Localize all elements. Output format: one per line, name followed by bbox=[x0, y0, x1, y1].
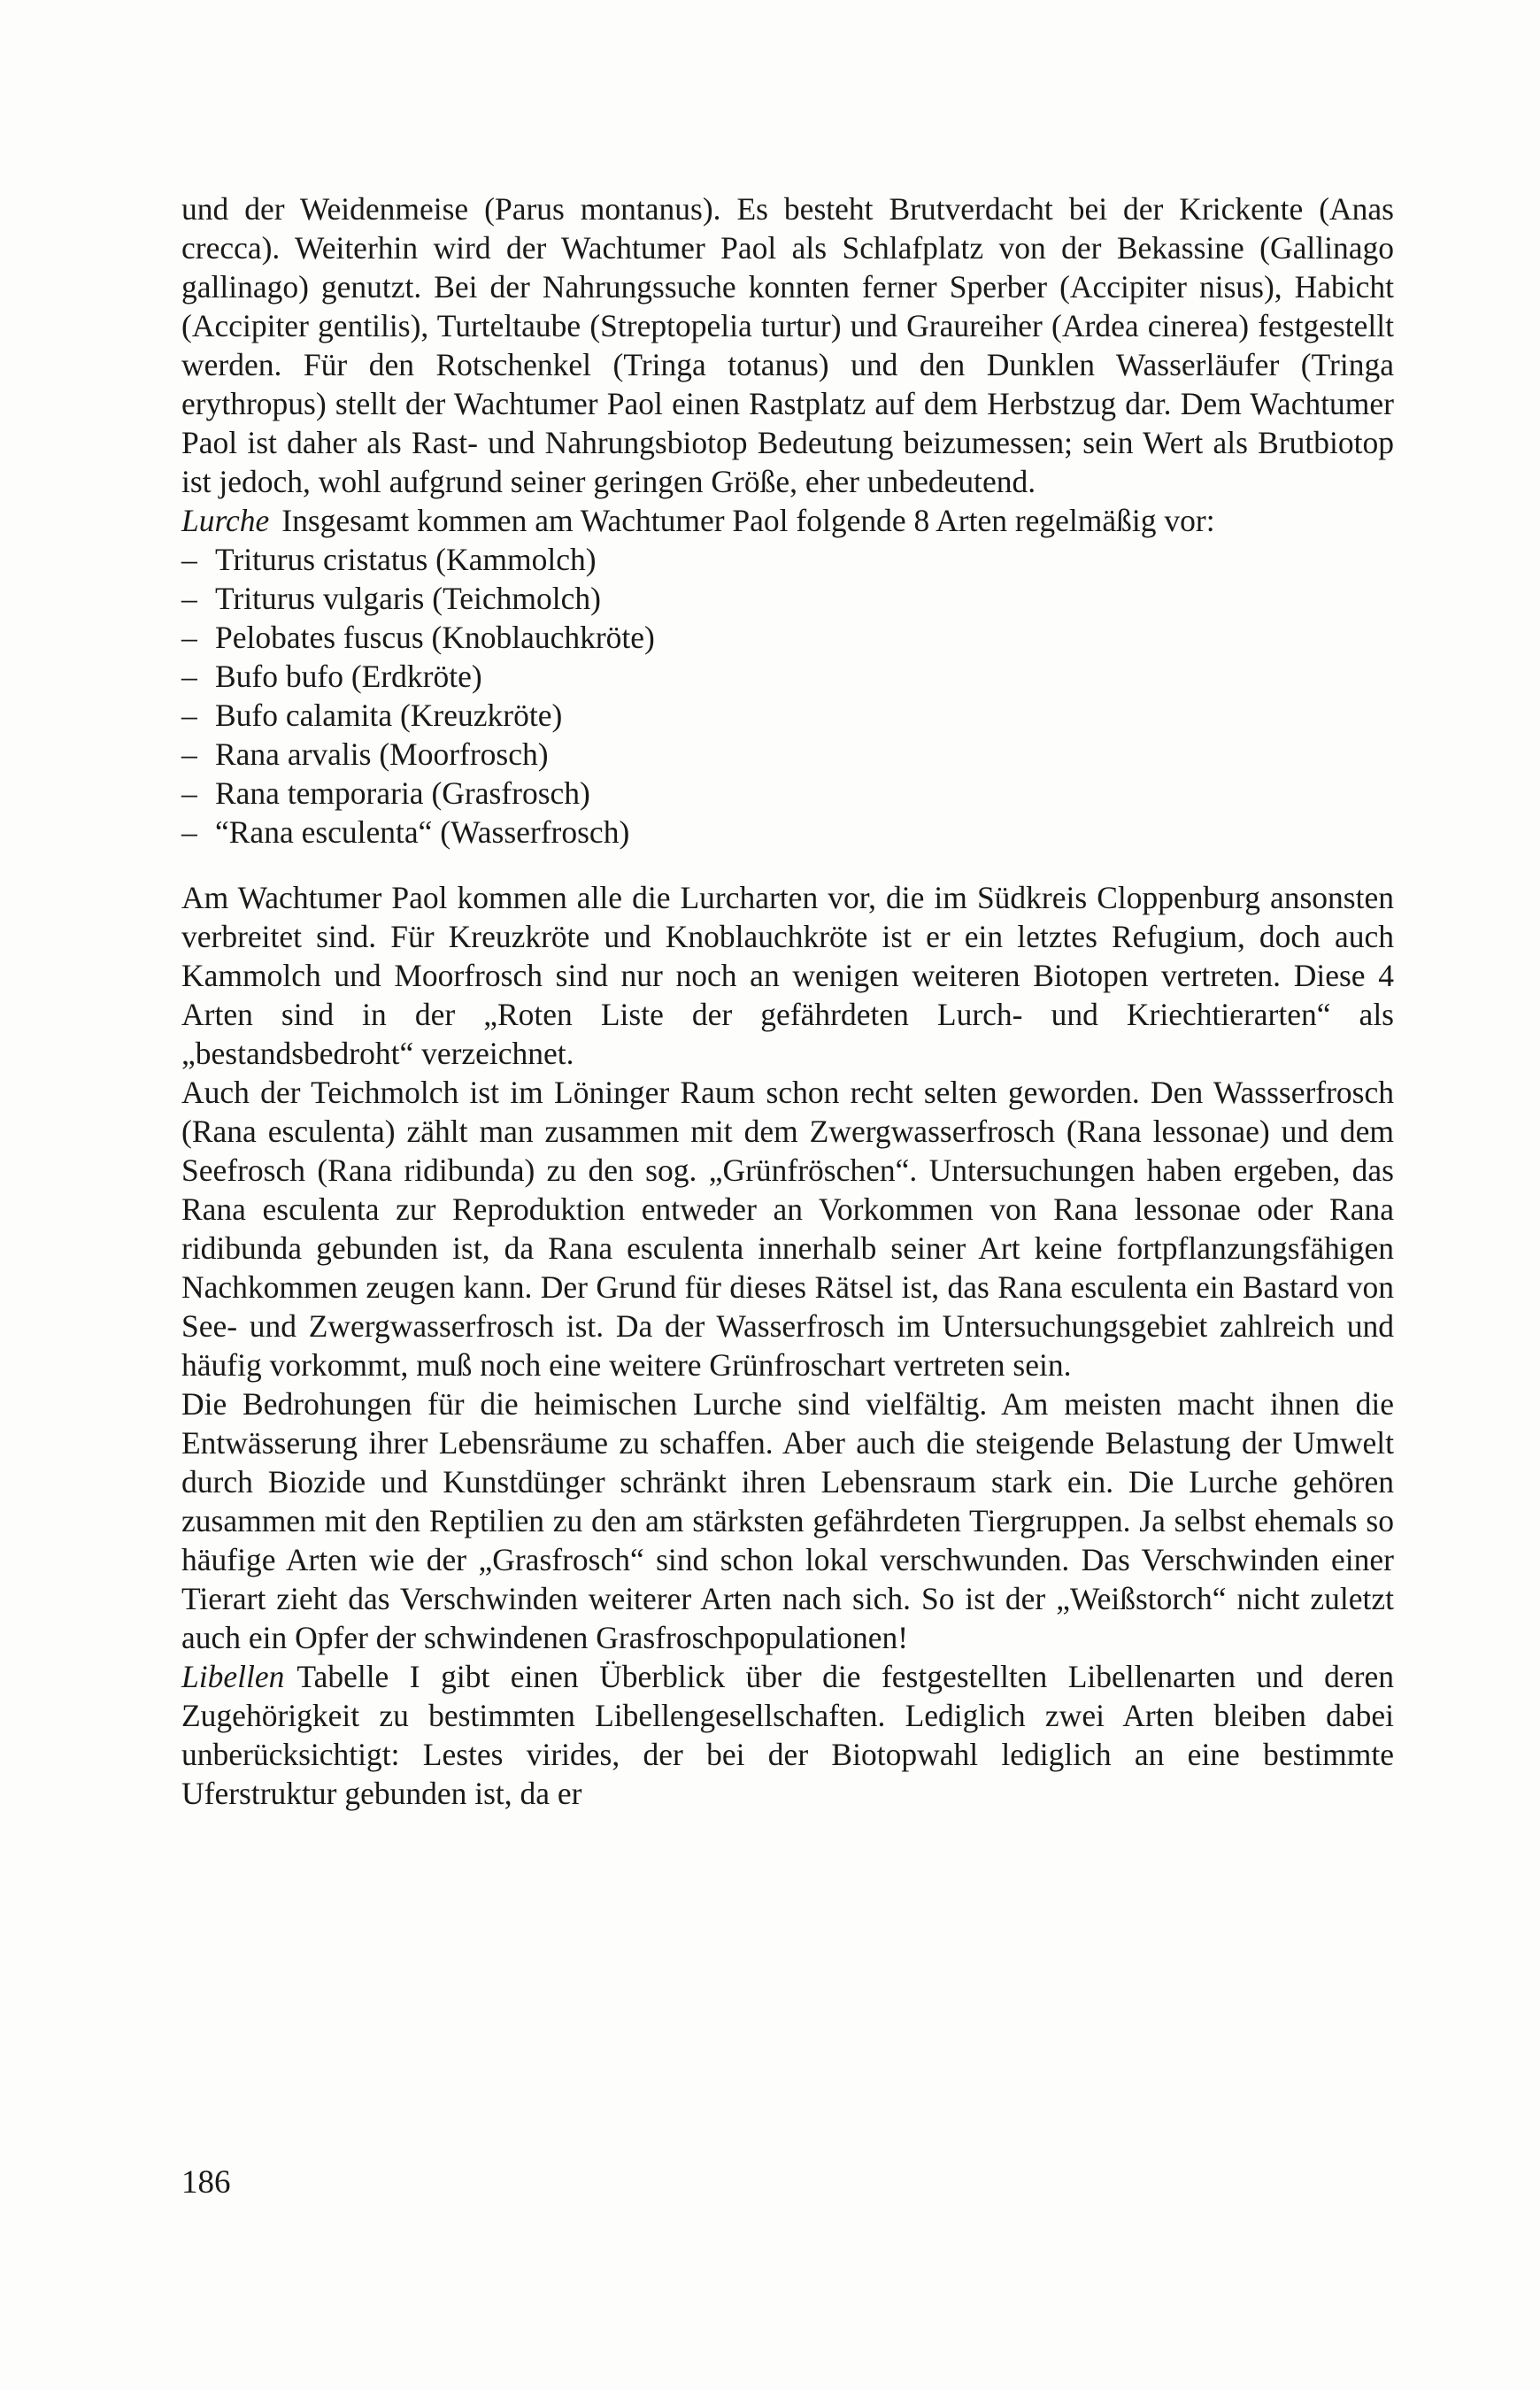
species-name: Rana temporaria (Grasfrosch) bbox=[215, 775, 590, 811]
paragraph-spacer bbox=[181, 852, 1394, 878]
text-column bbox=[181, 189, 1394, 1813]
species-name: Triturus cristatus (Kammolch) bbox=[215, 542, 597, 577]
list-dash: – bbox=[181, 775, 197, 811]
paragraph-lurche-intro bbox=[181, 501, 1394, 540]
paragraph-gruenfroesche: Auch der Teichmolch ist im Löninger Raum schon recht selten geworden. Den Wassserfrosch (Rana esculenta) zählt man zusammen mit dem Zwergwasserfrosch (Rana lessonae) und dem Seefrosch (Rana ridibunda) zu den sog. „Grünfröschen“. Untersuchungen haben ergeben, das Rana esculenta zur Reproduktion entweder an Vorkommen von Rana lessonae oder Rana ridibunda gebunden ist, da Rana esculenta innerhalb seiner Art keine fortpflanzungsfähigen Nachkommen zeugen kann. Der Grund für dieses Rätsel ist, das Rana esculenta ein Bastard von See- und Zwergwasserfrosch ist. Da der Wasserfrosch im Untersuchungsgebiet zahlreich und häufig vorkommt, muß noch eine weitere Grünfroschart vertreten sein. bbox=[181, 1075, 1394, 1383]
paragraph-bedrohungen: Die Bedrohungen für die heimischen Lurche sind vielfältig. Am meisten macht ihnen die Entwässerung ihrer Lebensräume zu schaffen. Aber auch die steigende Belastung der Umwelt durch Biozide und Kunstdünger schränkt ihren Lebensraum stark ein. Die Lurche gehören zusammen mit den Reptilien zu den am stärksten gefährdeten Tiergruppen. Ja selbst ehemals so häufige Arten wie der „Grasfrosch“ sind schon lokal verschwunden. Das Verschwinden einer Tierart zieht das Verschwinden weiterer Arten nach sich. So ist der „Weißstorch“ nicht zuletzt auch ein Opfer der schwindenen Grasfroschpopulationen! bbox=[181, 1386, 1394, 1655]
list-dash: – bbox=[181, 698, 197, 733]
list-item bbox=[181, 813, 1394, 852]
list-item bbox=[181, 774, 1394, 813]
section-label-lurche: Lurche bbox=[181, 503, 270, 538]
species-name: Pelobates fuscus (Knoblauchkröte) bbox=[215, 620, 655, 655]
section-label-libellen: Libellen bbox=[181, 1659, 285, 1694]
paragraph-birds: und der Weidenmeise (Parus montanus). Es besteht Brutverdacht bei der Krickente (Anas crecca). Weiterhin wird der Wachtumer Paol als Schlafplatz von der Bekassine (Gallinago gallinago) genutzt. Bei der Nahrungssuche konnten ferner Sperber (Accipiter nisus), Habicht (Accipiter gentilis), Turteltaube (Streptopelia turtur) und Graureiher (Ardea cinerea) festgestellt werden. Für den Rotschenkel (Tringa totanus) und den Dunklen Wasserläufer (Tringa erythropus) stellt der Wachtumer Paol einen Rastplatz auf dem Herbstzug dar. Dem Wachtumer Paol ist daher als Rast- und Nahrungsbiotop Bedeutung beizumessen; sein Wert als Brutbiotop ist jedoch, wohl aufgrund seiner geringen Größe, eher unbedeutend. bbox=[181, 191, 1394, 499]
list-item bbox=[181, 696, 1394, 735]
species-name: Bufo bufo (Erdkröte) bbox=[215, 659, 482, 694]
species-name: Triturus vulgaris (Teichmolch) bbox=[215, 581, 601, 616]
lurche-intro-text: Insgesamt kommen am Wachtumer Paol folgende 8 Arten regelmäßig vor: bbox=[281, 503, 1215, 538]
list-item bbox=[181, 657, 1394, 696]
list-item bbox=[181, 735, 1394, 774]
page-number: 186 bbox=[181, 2164, 231, 2201]
list-dash: – bbox=[181, 814, 197, 850]
list-dash: – bbox=[181, 659, 197, 694]
list-item bbox=[181, 618, 1394, 657]
list-item bbox=[181, 579, 1394, 618]
paragraph-libellen bbox=[181, 1657, 1394, 1813]
list-dash: – bbox=[181, 620, 197, 655]
species-name: “Rana esculenta“ (Wasserfrosch) bbox=[215, 814, 630, 850]
list-dash: – bbox=[181, 542, 197, 577]
paragraph-lurch-distribution: Am Wachtumer Paol kommen alle die Lurcharten vor, die im Südkreis Cloppenburg ansonsten verbreitet sind. Für Kreuzkröte und Knoblauchkröte ist er ein letztes Refugium, doch auch Kammolch und Moorfrosch sind nur noch an wenigen weiteren Biotopen vertreten. Diese 4 Arten sind in der „Roten Liste der gefährdeten Lurch- und Kriechtierarten“ als „bestandsbedroht“ verzeichnet. bbox=[181, 880, 1394, 1071]
species-name: Bufo calamita (Kreuzkröte) bbox=[215, 698, 563, 733]
libellen-text: Tabelle I gibt einen Überblick über die festgestellten Libellenarten und deren Zugehörigkeit zu bestimmten Libellengesellschaften. Lediglich zwei Arten bleiben dabei unberücksichtigt: Lestes virides, der bei der Biotopwahl lediglich an eine bestimmte Uferstruktur gebunden ist, da er bbox=[181, 1659, 1394, 1811]
species-list bbox=[181, 540, 1394, 852]
list-item bbox=[181, 540, 1394, 579]
list-dash: – bbox=[181, 581, 197, 616]
species-name: Rana arvalis (Moorfrosch) bbox=[215, 736, 549, 772]
list-dash: – bbox=[181, 736, 197, 772]
